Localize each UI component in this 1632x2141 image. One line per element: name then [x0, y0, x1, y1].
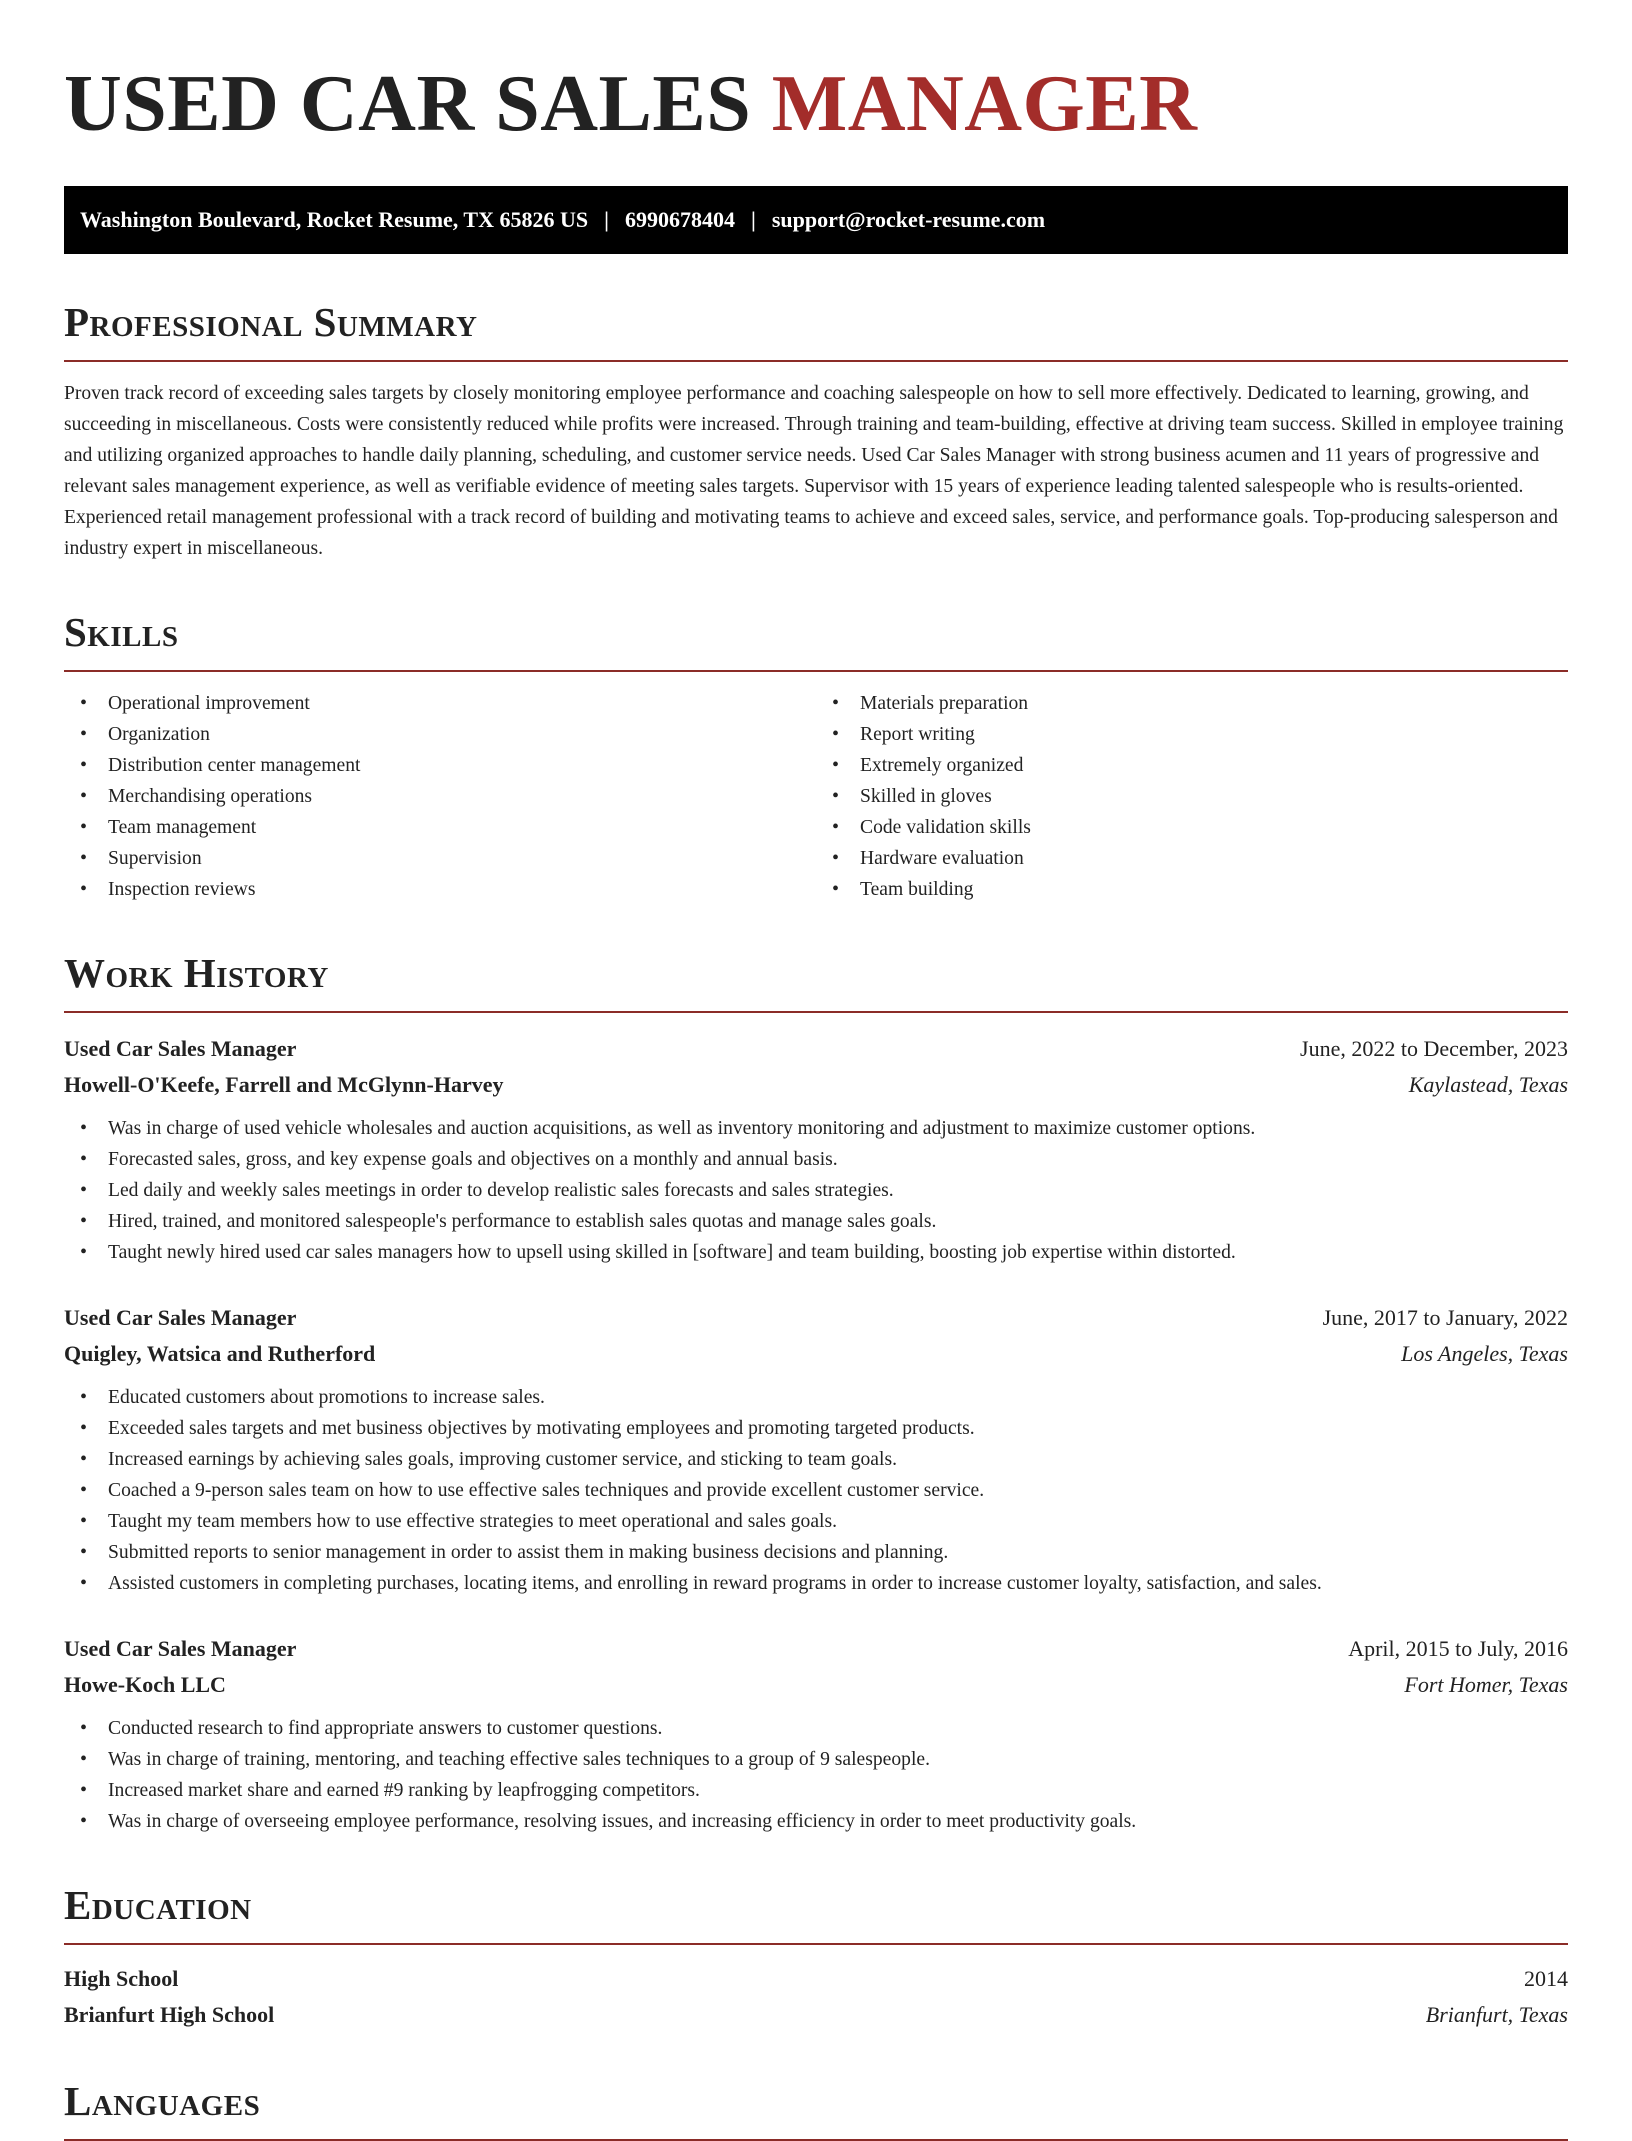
- job-location: Kaylastead, Texas: [1408, 1072, 1568, 1097]
- education-entry: [64, 1961, 1568, 2033]
- section-heading: Professional Summary: [64, 298, 1568, 362]
- job-title-row: [64, 1631, 1568, 1667]
- job-bullet: • Was in charge of training, mentoring, and teaching effective sales techniques to a group of 9 salespeople.: [64, 1744, 1568, 1775]
- education-school-row: [64, 1997, 1568, 2033]
- education-location: Brianfurt, Texas: [1425, 2002, 1568, 2027]
- skill-item: • Operational improvement: [64, 688, 816, 719]
- education-degree-row: [64, 1961, 1568, 1997]
- skills-grid: [64, 688, 1568, 905]
- contact-phone: 6990678404: [624, 207, 735, 232]
- job-entry: [64, 1631, 1568, 1837]
- title-main: USED CAR SALES: [64, 60, 752, 148]
- skill-item: • Code validation skills: [816, 812, 1568, 843]
- job-bullet: • Coached a 9-person sales team on how to use effective sales techniques and provide excellent customer service.: [64, 1475, 1568, 1506]
- section-heading: Skills: [64, 608, 1568, 672]
- skill-item: • Team management: [64, 812, 816, 843]
- section-heading: Languages: [64, 2077, 1568, 2141]
- job-company-row: [64, 1667, 1568, 1703]
- skill-item: • Organization: [64, 719, 816, 750]
- skill-item: • Inspection reviews: [64, 874, 816, 905]
- resume-title: [64, 0, 1568, 146]
- job-bullet: • Taught newly hired used car sales managers how to upsell using skilled in [software] and team building, boosting job expertise within distorted.: [64, 1237, 1568, 1268]
- skill-item: • Materials preparation: [816, 688, 1568, 719]
- skill-item: • Team building: [816, 874, 1568, 905]
- skill-item: • Distribution center management: [64, 750, 816, 781]
- contact-address: Washington Boulevard, Rocket Resume, TX 65826 US: [80, 207, 589, 232]
- job-bullet: • Led daily and weekly sales meetings in order to develop realistic sales forecasts and sales strategies.: [64, 1175, 1568, 1206]
- education-year: 2014: [1524, 1966, 1568, 1991]
- job-company: Howell-O'Keefe, Farrell and McGlynn-Harvey: [64, 1072, 504, 1097]
- job-bullet: • Forecasted sales, gross, and key expense goals and objectives on a monthly and annual basis.: [64, 1144, 1568, 1175]
- job-title: Used Car Sales Manager: [64, 1036, 297, 1061]
- title-accent: MANAGER: [771, 60, 1198, 148]
- section-heading: Work History: [64, 949, 1568, 1013]
- languages-section: [64, 2077, 1568, 2141]
- job-bullet: • Hired, trained, and monitored salespeople's performance to establish sales quotas and manage sales goals.: [64, 1206, 1568, 1237]
- skill-item: • Hardware evaluation: [816, 843, 1568, 874]
- education-degree: High School: [64, 1966, 179, 1991]
- summary-text: Proven track record of exceeding sales targets by closely monitoring employee performance and coaching salespeople on how to sell more effectively. Dedicated to learning, growing, and succeeding in miscellaneous. Costs were consistently reduced while profits were increased. Through training and team-building, effective at driving team success. Skilled in employee training and utilizing organized approaches to handle daily planning, scheduling, and customer service needs. Used Car Sales Manager with strong business acumen and 11 years of progressive and relevant sales management experience, as well as verifiable evidence of meeting sales targets. Supervisor with 15 years of experience leading talented salespeople who is results-oriented. Experienced retail management professional with a track record of building and motivating teams to achieve and exceed sales, service, and performance goals. Top-producing salesperson and industry expert in miscellaneous.: [64, 383, 1564, 559]
- job-bullet: • Submitted reports to senior management in order to assist them in making business decisions and planning.: [64, 1537, 1568, 1568]
- skills-list-left: [64, 688, 816, 905]
- job-company-row: [64, 1067, 1568, 1103]
- education-section: [64, 1881, 1568, 2033]
- job-bullet: • Exceeded sales targets and met business objectives by motivating employees and promoting targeted products.: [64, 1413, 1568, 1444]
- job-title: Used Car Sales Manager: [64, 1305, 297, 1330]
- job-bullet: • Was in charge of overseeing employee performance, resolving issues, and increasing efficiency in order to meet productivity goals.: [64, 1806, 1568, 1837]
- work-history-section: [64, 949, 1568, 1837]
- skill-item: • Skilled in gloves: [816, 781, 1568, 812]
- job-bullet: • Increased market share and earned #9 ranking by leapfrogging competitors.: [64, 1775, 1568, 1806]
- job-location: Fort Homer, Texas: [1404, 1672, 1568, 1697]
- job-bullets: [64, 1113, 1568, 1268]
- job-bullet: • Assisted customers in completing purchases, locating items, and enrolling in reward programs in order to increase customer loyalty, satisfaction, and sales.: [64, 1568, 1568, 1599]
- job-dates: June, 2022 to December, 2023: [1300, 1036, 1568, 1061]
- skill-item: • Supervision: [64, 843, 816, 874]
- job-title-row: [64, 1300, 1568, 1336]
- job-bullet: • Increased earnings by achieving sales goals, improving customer service, and sticking to team goals.: [64, 1444, 1568, 1475]
- job-entry: [64, 1300, 1568, 1599]
- job-bullet: • Educated customers about promotions to increase sales.: [64, 1382, 1568, 1413]
- contact-separator: |: [750, 207, 756, 232]
- contact-separator: |: [604, 207, 609, 232]
- job-bullets: [64, 1382, 1568, 1599]
- job-bullets: [64, 1713, 1568, 1837]
- professional-summary-section: [64, 298, 1568, 564]
- job-entry: [64, 1031, 1568, 1268]
- contact-bar: [64, 186, 1568, 254]
- contact-email: support@rocket-resume.com: [771, 207, 1046, 232]
- job-company: Quigley, Watsica and Rutherford: [64, 1341, 376, 1366]
- job-company-row: [64, 1336, 1568, 1372]
- job-bullet: • Taught my team members how to use effective strategies to meet operational and sales goals.: [64, 1506, 1568, 1537]
- job-bullet: • Was in charge of used vehicle wholesales and auction acquisitions, as well as inventory monitoring and adjustment to maximize customer options.: [64, 1113, 1568, 1144]
- skill-item: • Extremely organized: [816, 750, 1568, 781]
- job-title-row: [64, 1031, 1568, 1067]
- skills-section: [64, 608, 1568, 905]
- job-dates: April, 2015 to July, 2016: [1348, 1636, 1568, 1661]
- job-bullet: • Conducted research to find appropriate answers to customer questions.: [64, 1713, 1568, 1744]
- skills-list-right: [816, 688, 1568, 905]
- section-heading: Education: [64, 1881, 1568, 1945]
- job-title: Used Car Sales Manager: [64, 1636, 297, 1661]
- skill-item: • Report writing: [816, 719, 1568, 750]
- job-location: Los Angeles, Texas: [1401, 1341, 1568, 1366]
- education-school: Brianfurt High School: [64, 2002, 275, 2027]
- job-dates: June, 2017 to January, 2022: [1322, 1305, 1568, 1330]
- job-company: Howe-Koch LLC: [64, 1672, 226, 1697]
- skill-item: • Merchandising operations: [64, 781, 816, 812]
